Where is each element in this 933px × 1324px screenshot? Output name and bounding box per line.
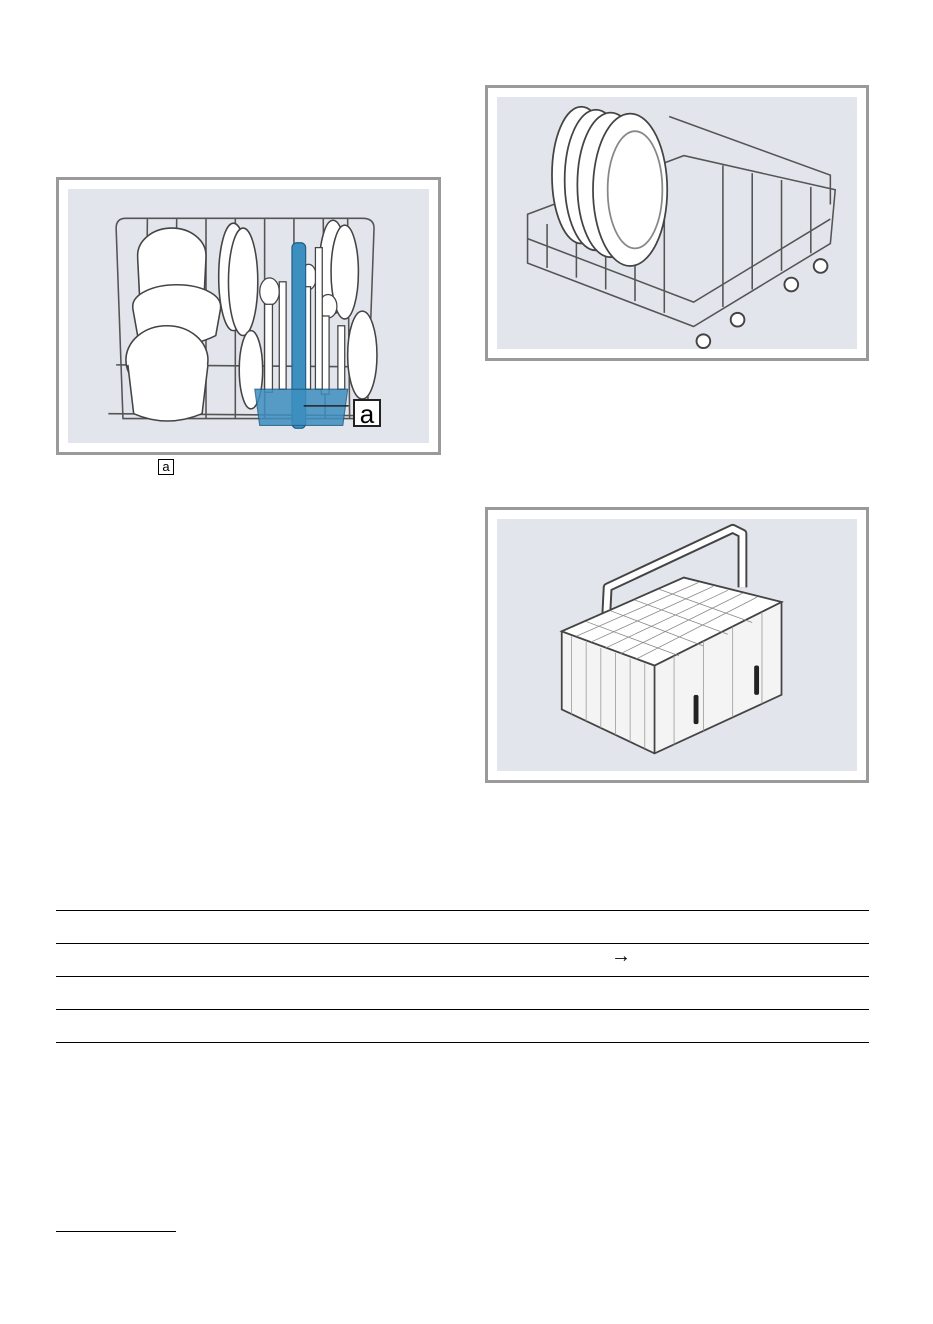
arrow-icon: → xyxy=(611,945,631,967)
lower-basket-drawing xyxy=(497,97,857,349)
callout-label-a: a xyxy=(353,399,381,427)
upper-basket-illustration xyxy=(68,189,429,443)
table-row-rule xyxy=(56,976,869,977)
table-top-rule xyxy=(56,910,869,911)
footnote-separator xyxy=(56,1231,176,1232)
lower-basket-illustration xyxy=(497,97,857,349)
reference-marker: a xyxy=(158,459,174,475)
cutlery-basket-illustration xyxy=(497,519,857,771)
cutlery-basket-figure xyxy=(485,507,869,783)
table-row-rule xyxy=(56,1009,869,1010)
cutlery-basket-drawing xyxy=(497,519,857,771)
table-row-rule xyxy=(56,943,869,944)
lower-basket-figure xyxy=(485,85,869,361)
upper-basket-figure xyxy=(56,177,441,455)
table-bottom-rule xyxy=(56,1042,869,1043)
